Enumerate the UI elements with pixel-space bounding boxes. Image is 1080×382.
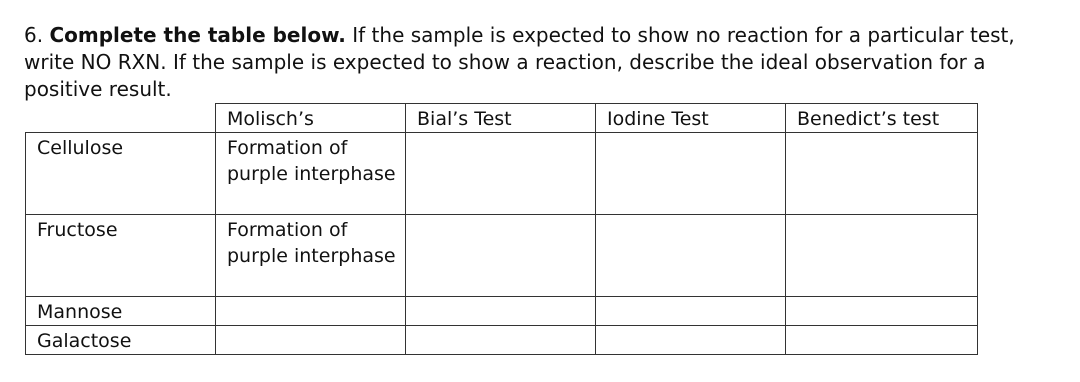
benedict-cell[interactable] bbox=[786, 297, 978, 326]
table-row-galactose bbox=[26, 326, 978, 355]
sample-cell: Mannose bbox=[26, 297, 216, 326]
molisch-cell[interactable] bbox=[216, 326, 406, 355]
header-molisch: Molisch’s bbox=[216, 104, 406, 133]
benedict-cell[interactable] bbox=[786, 215, 978, 297]
sample-cell: Fructose bbox=[26, 215, 216, 297]
sample-cell: Galactose bbox=[26, 326, 216, 355]
iodine-cell[interactable] bbox=[596, 297, 786, 326]
bial-cell[interactable] bbox=[406, 133, 596, 215]
results-table bbox=[25, 103, 978, 355]
molisch-cell[interactable]: Formation of purple interphase bbox=[216, 215, 406, 297]
molisch-cell[interactable]: Formation of purple interphase bbox=[216, 133, 406, 215]
header-bial: Bial’s Test bbox=[406, 104, 596, 133]
table-row-fructose bbox=[26, 215, 978, 297]
question-text: If the sample is expected to show no reaction for a particular test, write NO RXN. If the sample is expected to show a reaction, describe the ideal observation for a positive result. bbox=[24, 23, 1015, 101]
sample-cell: Cellulose bbox=[26, 133, 216, 215]
table-row-mannose bbox=[26, 297, 978, 326]
bial-cell[interactable] bbox=[406, 326, 596, 355]
iodine-cell[interactable] bbox=[596, 326, 786, 355]
benedict-cell[interactable] bbox=[786, 133, 978, 215]
bial-cell[interactable] bbox=[406, 297, 596, 326]
header-row bbox=[26, 104, 978, 133]
header-iodine: Iodine Test bbox=[596, 104, 786, 133]
iodine-cell[interactable] bbox=[596, 133, 786, 215]
benedict-cell[interactable] bbox=[786, 326, 978, 355]
bial-cell[interactable] bbox=[406, 215, 596, 297]
corner-cell bbox=[26, 104, 216, 133]
question-number: 6. bbox=[24, 23, 44, 47]
question-lead: Complete the table below. bbox=[49, 23, 346, 47]
molisch-cell[interactable] bbox=[216, 297, 406, 326]
header-benedict: Benedict’s test bbox=[786, 104, 978, 133]
question-instructions bbox=[24, 22, 1064, 103]
iodine-cell[interactable] bbox=[596, 215, 786, 297]
table-row-cellulose bbox=[26, 133, 978, 215]
